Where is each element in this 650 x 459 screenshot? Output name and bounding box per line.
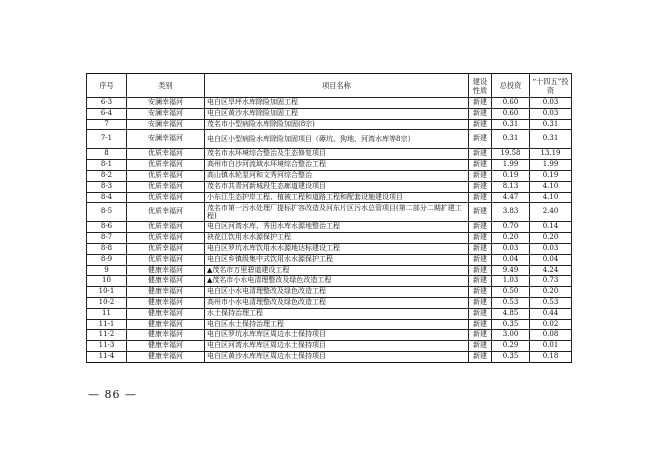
header-total: 总投资 bbox=[492, 74, 530, 98]
cell-seq: 10 bbox=[87, 276, 127, 287]
cell-type: 健康幸福河 bbox=[127, 265, 205, 276]
cell-name: 茂名市第一污水处理厂提标扩容改造及河东片区污水总管项目(第二部分二期扩建工程) bbox=[205, 203, 469, 222]
cell-type: 优质幸福河 bbox=[127, 203, 205, 222]
cell-five-year: 0.03 bbox=[530, 98, 572, 109]
cell-nature: 新建 bbox=[469, 222, 492, 233]
table-row bbox=[87, 243, 572, 254]
cell-nature: 新建 bbox=[469, 351, 492, 362]
table-row bbox=[87, 192, 572, 203]
cell-total: 0.31 bbox=[492, 119, 530, 130]
cell-type: 健康幸福河 bbox=[127, 287, 205, 298]
cell-total: 0.35 bbox=[492, 351, 530, 362]
table-row bbox=[87, 108, 572, 119]
cell-nature: 新建 bbox=[469, 308, 492, 319]
cell-type: 优质幸福河 bbox=[127, 192, 205, 203]
cell-name: 电白区乡镇级集中式饮用水水源保护工程 bbox=[205, 254, 469, 265]
cell-seq: 11-3 bbox=[87, 341, 127, 352]
cell-total: 0.60 bbox=[492, 108, 530, 119]
cell-nature: 新建 bbox=[469, 297, 492, 308]
table-row bbox=[87, 222, 572, 233]
table-row bbox=[87, 119, 572, 130]
cell-seq: 11-2 bbox=[87, 330, 127, 341]
cell-type: 健康幸福河 bbox=[127, 297, 205, 308]
cell-name: 电白区黄沙水库除险加固工程 bbox=[205, 108, 469, 119]
cell-type: 优质幸福河 bbox=[127, 254, 205, 265]
cell-nature: 新建 bbox=[469, 330, 492, 341]
header-nature: 建设性质 bbox=[469, 74, 492, 98]
cell-name: ▲茂名市小水电清理整改及绿色改造工程 bbox=[205, 276, 469, 287]
header-type: 类别 bbox=[127, 74, 205, 98]
cell-name: 电白区旱坪水库除险加固工程 bbox=[205, 98, 469, 109]
cell-five-year: 0.03 bbox=[530, 243, 572, 254]
cell-nature: 新建 bbox=[469, 319, 492, 330]
table-row bbox=[87, 330, 572, 341]
table-row bbox=[87, 308, 572, 319]
cell-seq: 8-4 bbox=[87, 192, 127, 203]
table-header-row bbox=[87, 74, 572, 98]
cell-nature: 新建 bbox=[469, 98, 492, 109]
cell-name: 高州市小水电清理整改及绿色改造工程 bbox=[205, 297, 469, 308]
cell-total: 0.31 bbox=[492, 130, 530, 149]
table-row bbox=[87, 149, 572, 160]
cell-type: 健康幸福河 bbox=[127, 341, 205, 352]
table-row bbox=[87, 98, 572, 109]
cell-seq: 7-1 bbox=[87, 130, 127, 149]
cell-five-year: 0.01 bbox=[530, 341, 572, 352]
cell-nature: 新建 bbox=[469, 130, 492, 149]
table-row bbox=[87, 351, 572, 362]
cell-nature: 新建 bbox=[469, 233, 492, 244]
cell-type: 优质幸福河 bbox=[127, 243, 205, 254]
table-row bbox=[87, 297, 572, 308]
cell-nature: 新建 bbox=[469, 203, 492, 222]
table-body bbox=[87, 98, 572, 363]
cell-five-year: 0.04 bbox=[530, 254, 572, 265]
header-five-year: “十四五”投资 bbox=[530, 74, 572, 98]
cell-total: 0.04 bbox=[492, 254, 530, 265]
cell-five-year: 0.20 bbox=[530, 233, 572, 244]
cell-seq: 11 bbox=[87, 308, 127, 319]
cell-name: 电白区水土保持治理工程 bbox=[205, 319, 469, 330]
cell-nature: 新建 bbox=[469, 265, 492, 276]
cell-five-year: 0.31 bbox=[530, 119, 572, 130]
cell-type: 优质幸福河 bbox=[127, 233, 205, 244]
table-row bbox=[87, 287, 572, 298]
cell-total: 4.47 bbox=[492, 192, 530, 203]
cell-five-year: 1.99 bbox=[530, 160, 572, 171]
project-table bbox=[86, 73, 572, 363]
cell-total: 1.99 bbox=[492, 160, 530, 171]
cell-name: 电白区黄沙水库库区周边水土保持项目 bbox=[205, 351, 469, 362]
cell-five-year: 0.20 bbox=[530, 287, 572, 298]
cell-seq: 8-8 bbox=[87, 243, 127, 254]
cell-seq: 8-1 bbox=[87, 160, 127, 171]
cell-total: 8.13 bbox=[492, 181, 530, 192]
cell-seq: 8-5 bbox=[87, 203, 127, 222]
cell-name: 茂名市共青河新城段生态廊道建设项目 bbox=[205, 181, 469, 192]
table-row bbox=[87, 160, 572, 171]
cell-total: 0.29 bbox=[492, 341, 530, 352]
table-row bbox=[87, 170, 572, 181]
cell-five-year: 4.24 bbox=[530, 265, 572, 276]
cell-five-year: 4.10 bbox=[530, 181, 572, 192]
cell-type: 安澜幸福河 bbox=[127, 130, 205, 149]
cell-name: 电白区罗坑水库库区周边水土保持项目 bbox=[205, 330, 469, 341]
cell-type: 安澜幸福河 bbox=[127, 98, 205, 109]
cell-nature: 新建 bbox=[469, 181, 492, 192]
cell-name: 小东江生态护岸工程、植被工程和道路工程和配套设施建设项目 bbox=[205, 192, 469, 203]
cell-five-year: 0.31 bbox=[530, 130, 572, 149]
cell-type: 安澜幸福河 bbox=[127, 108, 205, 119]
cell-nature: 新建 bbox=[469, 243, 492, 254]
cell-total: 0.60 bbox=[492, 98, 530, 109]
cell-total: 0.35 bbox=[492, 319, 530, 330]
cell-total: 19.58 bbox=[492, 149, 530, 160]
cell-nature: 新建 bbox=[469, 119, 492, 130]
cell-five-year: 0.08 bbox=[530, 330, 572, 341]
table-row bbox=[87, 276, 572, 287]
cell-name: 电白区河湾水库、秀田水库水源地整治工程 bbox=[205, 222, 469, 233]
cell-total: 4.85 bbox=[492, 308, 530, 319]
cell-nature: 新建 bbox=[469, 160, 492, 171]
cell-five-year: 0.44 bbox=[530, 308, 572, 319]
cell-name: 电白区小水电清理整改及绿色改造工程 bbox=[205, 287, 469, 298]
cell-total: 0.50 bbox=[492, 287, 530, 298]
cell-five-year: 0.73 bbox=[530, 276, 572, 287]
cell-total: 3.00 bbox=[492, 330, 530, 341]
table-row bbox=[87, 203, 572, 222]
cell-five-year: 0.14 bbox=[530, 222, 572, 233]
cell-type: 健康幸福河 bbox=[127, 330, 205, 341]
table-row bbox=[87, 254, 572, 265]
cell-seq: 11-4 bbox=[87, 351, 127, 362]
cell-name: 水土保持治理工程 bbox=[205, 308, 469, 319]
cell-five-year: 2.40 bbox=[530, 203, 572, 222]
cell-type: 优质幸福河 bbox=[127, 170, 205, 181]
cell-type: 健康幸福河 bbox=[127, 308, 205, 319]
cell-nature: 新建 bbox=[469, 192, 492, 203]
cell-nature: 新建 bbox=[469, 170, 492, 181]
cell-name: ▲茂名市万里碧道建设工程 bbox=[205, 265, 469, 276]
cell-type: 优质幸福河 bbox=[127, 160, 205, 171]
cell-type: 健康幸福河 bbox=[127, 319, 205, 330]
cell-total: 0.70 bbox=[492, 222, 530, 233]
cell-total: 0.53 bbox=[492, 297, 530, 308]
cell-seq: 8 bbox=[87, 149, 127, 160]
table-row bbox=[87, 341, 572, 352]
cell-type: 安澜幸福河 bbox=[127, 119, 205, 130]
cell-nature: 新建 bbox=[469, 149, 492, 160]
cell-total: 9.49 bbox=[492, 265, 530, 276]
table-row bbox=[87, 130, 572, 149]
cell-type: 优质幸福河 bbox=[127, 149, 205, 160]
cell-seq: 11-1 bbox=[87, 319, 127, 330]
cell-name: 电白区罗坑水库饮用水水源地达标建设工程 bbox=[205, 243, 469, 254]
cell-five-year: 0.19 bbox=[530, 170, 572, 181]
cell-nature: 新建 bbox=[469, 276, 492, 287]
cell-type: 优质幸福河 bbox=[127, 222, 205, 233]
header-seq: 序号 bbox=[87, 74, 127, 98]
cell-five-year: 0.18 bbox=[530, 351, 572, 362]
cell-name: 袂花江饮用水水源保护工程 bbox=[205, 233, 469, 244]
cell-seq: 10-2 bbox=[87, 297, 127, 308]
cell-name: 电白区小型病险水库除险加固项目（礤坑、狗地、河湾水库等8宗） bbox=[205, 130, 469, 149]
cell-total: 0.20 bbox=[492, 233, 530, 244]
cell-total: 3.83 bbox=[492, 203, 530, 222]
cell-five-year: 0.53 bbox=[530, 297, 572, 308]
cell-five-year: 4.10 bbox=[530, 192, 572, 203]
cell-name: 茂名市水环境综合整治及生态修复项目 bbox=[205, 149, 469, 160]
cell-type: 优质幸福河 bbox=[127, 181, 205, 192]
cell-nature: 新建 bbox=[469, 254, 492, 265]
cell-seq: 9 bbox=[87, 265, 127, 276]
table-row bbox=[87, 181, 572, 192]
cell-five-year: 0.03 bbox=[530, 108, 572, 119]
cell-nature: 新建 bbox=[469, 341, 492, 352]
cell-seq: 10-1 bbox=[87, 287, 127, 298]
cell-type: 健康幸福河 bbox=[127, 351, 205, 362]
cell-name: 高山镇水轮泵河和文秀河综合整治 bbox=[205, 170, 469, 181]
table-row bbox=[87, 265, 572, 276]
header-name: 项目名称 bbox=[205, 74, 469, 98]
cell-total: 1.03 bbox=[492, 276, 530, 287]
cell-nature: 新建 bbox=[469, 108, 492, 119]
cell-seq: 8-9 bbox=[87, 254, 127, 265]
cell-seq: 8-6 bbox=[87, 222, 127, 233]
page-number: — 86 — bbox=[88, 388, 137, 401]
cell-name: 高州市白沙河流域水环境综合整治工程 bbox=[205, 160, 469, 171]
cell-type: 健康幸福河 bbox=[127, 276, 205, 287]
cell-seq: 8-2 bbox=[87, 170, 127, 181]
table-row bbox=[87, 233, 572, 244]
cell-seq: 8-3 bbox=[87, 181, 127, 192]
cell-seq: 8-7 bbox=[87, 233, 127, 244]
cell-nature: 新建 bbox=[469, 287, 492, 298]
cell-total: 0.19 bbox=[492, 170, 530, 181]
cell-seq: 6-4 bbox=[87, 108, 127, 119]
table-row bbox=[87, 319, 572, 330]
cell-five-year: 0.02 bbox=[530, 319, 572, 330]
cell-seq: 7 bbox=[87, 119, 127, 130]
cell-name: 电白区河湾水库库区周边水土保持项目 bbox=[205, 341, 469, 352]
cell-seq: 6-3 bbox=[87, 98, 127, 109]
cell-name: 茂名市小型病险水库除险加固(8宗) bbox=[205, 119, 469, 130]
cell-five-year: 13.19 bbox=[530, 149, 572, 160]
cell-total: 0.03 bbox=[492, 243, 530, 254]
